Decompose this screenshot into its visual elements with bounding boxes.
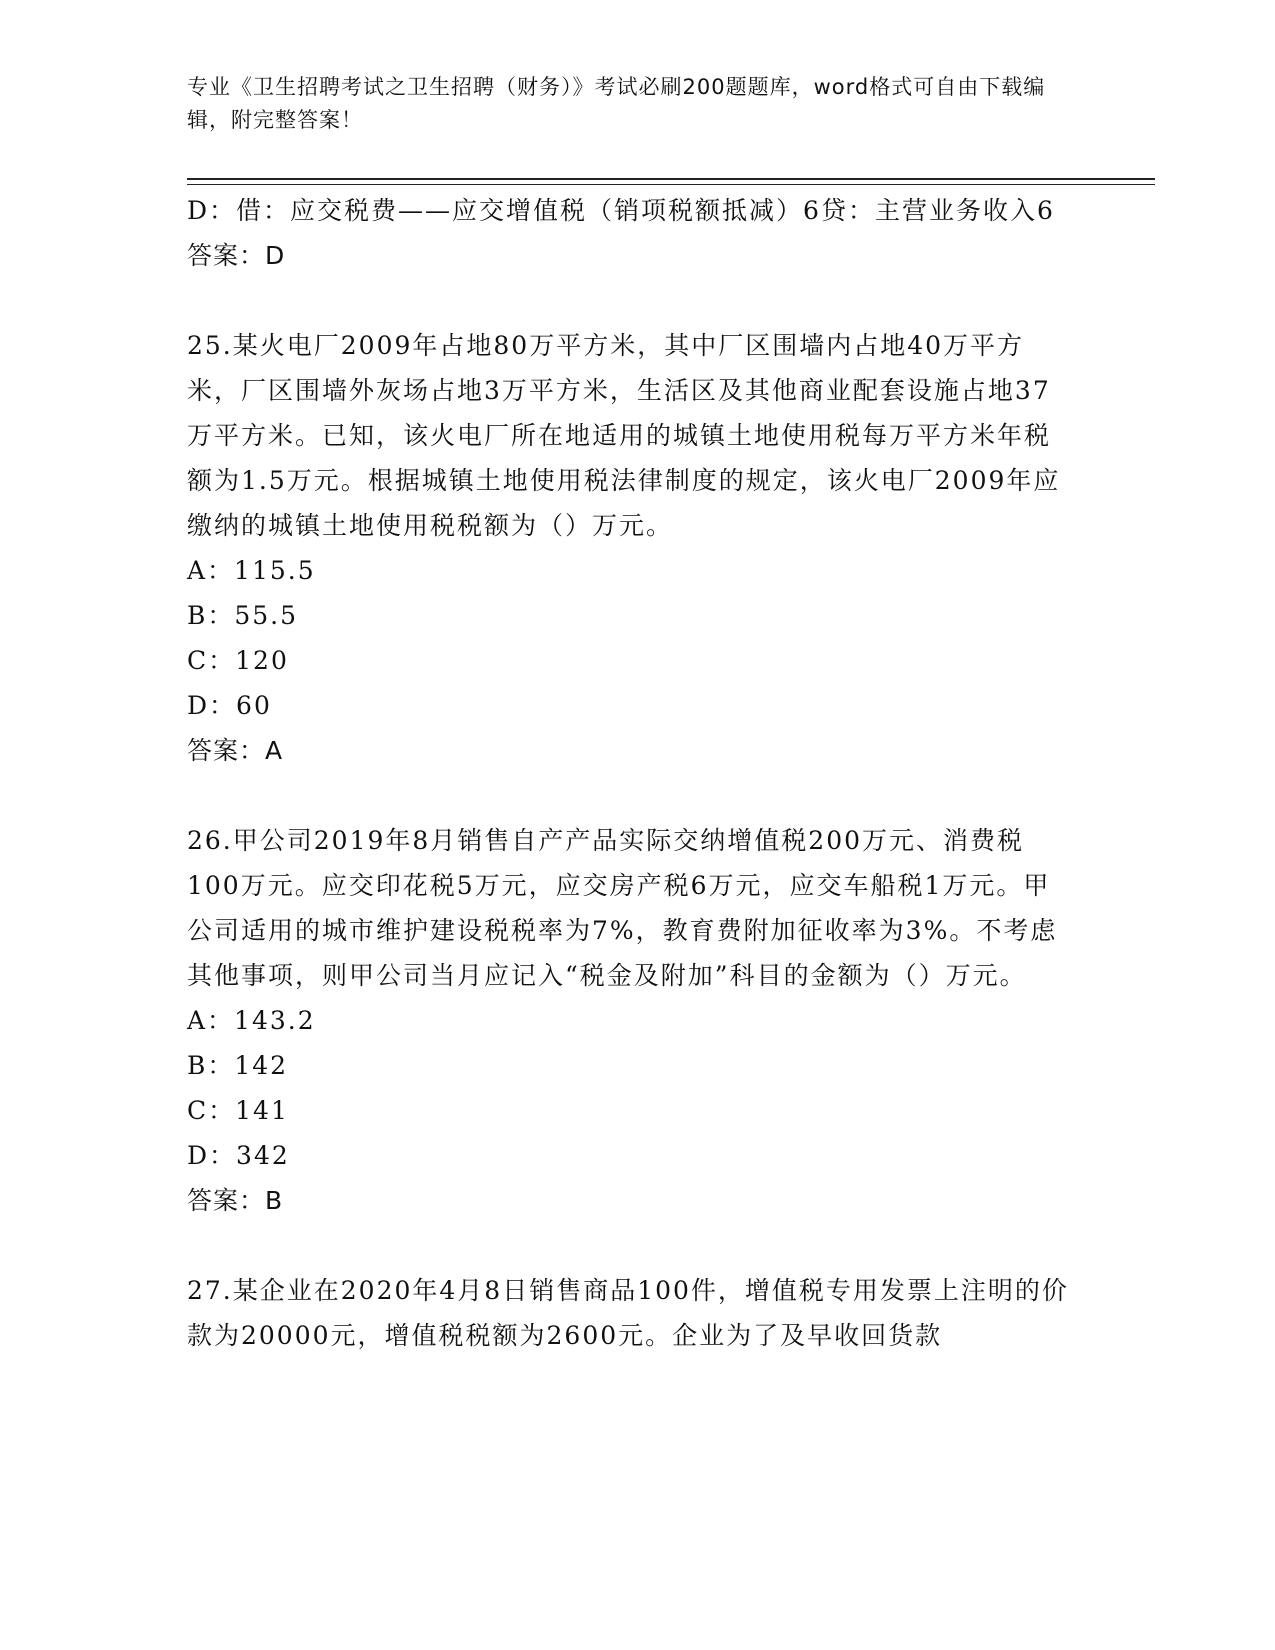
option-d: D：60 xyxy=(187,691,272,720)
header-divider-thin xyxy=(187,184,1155,185)
option-d: D：借：应交税费——应交增值税（销项税额抵减）6贷：主营业务收入6 xyxy=(187,196,1055,225)
prev-question xyxy=(187,188,1077,278)
option-d: D：342 xyxy=(187,1141,290,1170)
option-a: A：115.5 xyxy=(187,556,316,585)
question-stem: 25.某火电厂2009年占地80万平方米，其中厂区围墙内占地40万平方米，厂区围墙外灰场占地3万平方米，生活区及其他商业配套设施占地37万平方米。已知，该火电厂所在地适用的城镇土地使用税每万平方米年税额为1.5万元。根据城镇土地使用税法律制度的规定，该火电厂2009年应缴纳的城镇土地使用税税额为（）万元。 xyxy=(187,331,1061,540)
option-b: B：55.5 xyxy=(187,601,299,630)
option-b: B：142 xyxy=(187,1051,289,1080)
option-a: A：143.2 xyxy=(187,1006,316,1035)
option-c: C：141 xyxy=(187,1096,289,1125)
header-title: 专业《卫生招聘考试之卫生招聘（财务）》考试必刷200题题库，word格式可自由下载编辑，附完整答案！ xyxy=(187,75,1046,132)
header-divider xyxy=(187,178,1155,180)
question-stem: 26.甲公司2019年8月销售自产产品实际交纳增值税200万元、消费税100万元。应交印花税5万元，应交房产税6万元，应交车船税1万元。甲公司适用的城市维护建设税税率为7%，教育费附加征收率为3%。不考虑其他事项，则甲公司当月应记入“税金及附加”科目的金额为（）万元。 xyxy=(187,826,1058,990)
answer: 答案：B xyxy=(187,1186,284,1215)
option-c: C：120 xyxy=(187,646,289,675)
document-body xyxy=(187,188,1077,1358)
question-25 xyxy=(187,323,1077,773)
answer: 答案：A xyxy=(187,736,284,765)
document-header xyxy=(187,71,1077,137)
question-stem: 27.某企业在2020年4月8日销售商品100件，增值税专用发票上注明的价款为20000元，增值税税额为2600元。企业为了及早收回货款 xyxy=(187,1276,1069,1350)
answer: 答案：D xyxy=(187,241,286,270)
question-27 xyxy=(187,1268,1077,1358)
question-26 xyxy=(187,818,1077,1223)
